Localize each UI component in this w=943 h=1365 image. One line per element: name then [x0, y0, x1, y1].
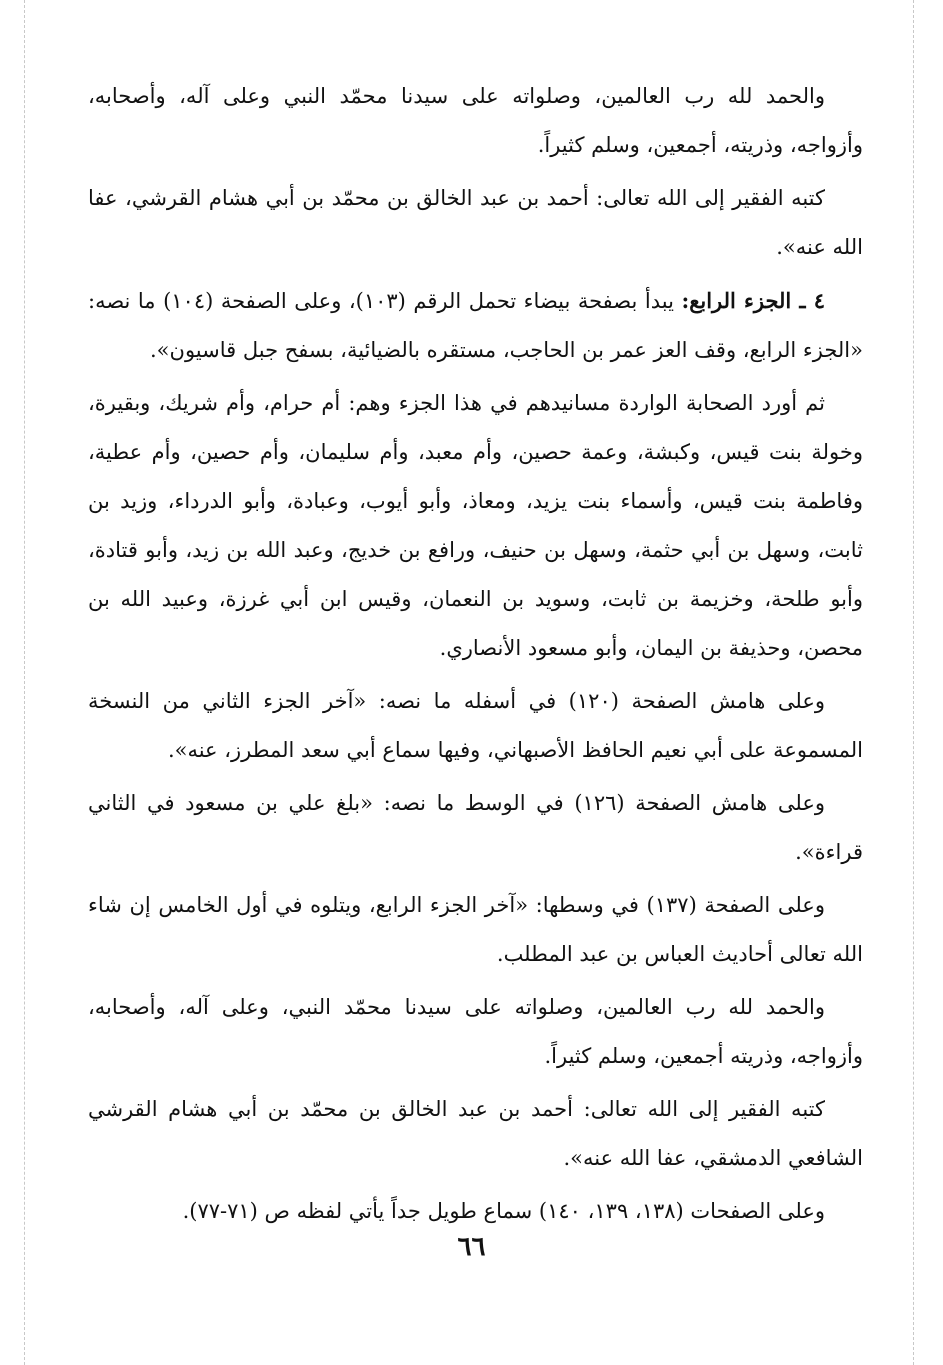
paragraph-2: [88, 174, 863, 272]
right-margin-guide: [913, 0, 914, 1365]
paragraph-3-text: يبدأ بصفحة بيضاء تحمل الرقم (١٠٣)، وعلى الصفحة (١٠٤) ما نصه: «الجزء الرابع، وقف العز عمر بن الحاجب، مستقره بالضيائية، بسفح جبل قاسيون».: [88, 289, 863, 362]
paragraph-7-text: وعلى الصفحة (١٣٧) في وسطها: «آخر الجزء الرابع، ويتلوه في أول الخامس إن شاء الله تعالى أحاديث العباس بن عبد المطلب.: [88, 893, 863, 966]
paragraph-1: [88, 72, 863, 170]
paragraph-4: [88, 379, 863, 673]
paragraph-10-text: وعلى الصفحات (١٣٨، ١٣٩، ١٤٠) سماع طويل جداً يأتي لفظه ص (٧١-٧٧).: [182, 1199, 825, 1223]
paragraph-9-text: كتبه الفقير إلى الله تعالى: أحمد بن عبد الخالق بن محمّد بن أبي هشام القرشي الشافعي الدمشقي، عفا الله عنه».: [88, 1097, 863, 1170]
left-margin-guide: [24, 0, 25, 1365]
paragraph-8: [88, 983, 863, 1081]
paragraph-10: [88, 1187, 863, 1236]
paragraph-5: [88, 677, 863, 775]
paragraph-9: [88, 1085, 863, 1183]
paragraph-5-text: وعلى هامش الصفحة (١٢٠) في أسفله ما نصه: «آخر الجزء الثاني من النسخة المسموعة على أبي نعيم الحافظ الأصبهاني، وفيها سماع أبي سعد المطرز، عنه».: [88, 689, 863, 762]
paragraph-3: [88, 276, 863, 375]
paragraph-6-text: وعلى هامش الصفحة (١٢٦) في الوسط ما نصه: «بلغ علي بن مسعود في الثاني قراءة».: [88, 791, 863, 864]
section-heading: ٤ ـ الجزء الرابع:: [681, 288, 825, 313]
paragraph-7: [88, 881, 863, 979]
paragraph-2-text: كتبه الفقير إلى الله تعالى: أحمد بن عبد الخالق بن محمّد بن أبي هشام القرشي، عفا الله عنه».: [88, 186, 863, 259]
body-text: [88, 72, 863, 1240]
paragraph-1-text: والحمد لله رب العالمين، وصلواته على سيدنا محمّد النبي وعلى آله، وأصحابه، وأزواجه، وذريته، أجمعين، وسلم كثيراً.: [88, 84, 863, 157]
paragraph-6: [88, 779, 863, 877]
page-number: ٦٦: [457, 1232, 486, 1262]
paragraph-4-text: ثم أورد الصحابة الواردة مسانيدهم في هذا الجزء وهم: أم حرام، وأم شريك، وبقيرة، وخولة بنت قيس، وكبشة، وعمة حصين، وأم معبد، وأم سليمان، وأم حصين، وأم عطية، وفاطمة بنت قيس، وأسماء بنت يزيد، ومعاذ، وأبو أيوب، وعبادة، وأبو الدرداء، وزيد بن ثابت، وسهل بن أبي حثمة، وسهل بن حنيف، ورافع بن خديج، وعبد الله بن زيد، وأبو قتادة، وأبو طلحة، وخزيمة بن ثابت، وسويد بن النعمان، وقيس ابن أبي غرزة، وعبيد الله بن محصن، وحذيفة بن اليمان، وأبو مسعود الأنصاري.: [88, 391, 863, 660]
paragraph-8-text: والحمد لله رب العالمين، وصلواته على سيدنا محمّد النبي، وعلى آله، وأصحابه، وأزواجه، وذريته أجمعين، وسلم كثيراً.: [88, 995, 863, 1068]
